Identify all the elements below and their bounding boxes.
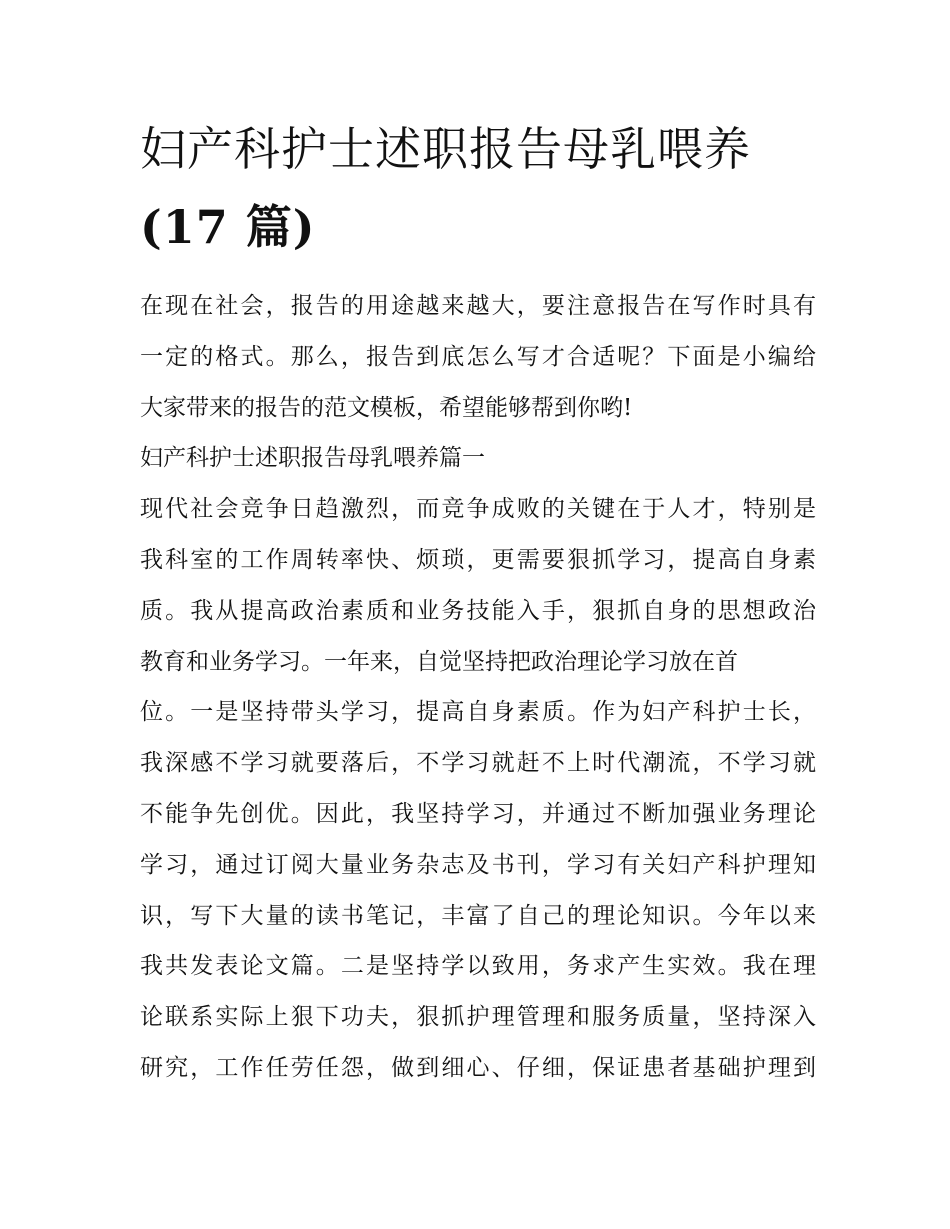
title-count: (17 篇) [140, 200, 316, 254]
paragraph-line: 我科室的工作周转率快、烦琐，更需要狠抓学习，提高自身素 [140, 546, 816, 573]
intro-line: 大家带来的报告的范文模板，希望能够帮到你哟! [140, 394, 633, 421]
intro-line: 一定的格式。那么，报告到底怎么写才合适呢？下面是小编给 [140, 343, 816, 370]
title-main: 妇产科护士述职报告母乳喂养 [140, 122, 751, 176]
paragraph-line: 论联系实际上狠下功夫，狠抓护理管理和服务质量，坚持深入 [140, 1004, 816, 1031]
paragraph-line: 学习，通过订阅大量业务杂志及书刊，学习有关妇产科护理知 [140, 851, 816, 878]
paragraph-line: 我共发表论文篇。二是坚持学以致用，务求产生实效。我在理 [140, 953, 816, 980]
paragraph-line: 不能争先创优。因此，我坚持学习，并通过不断加强业务理论 [140, 800, 816, 827]
paragraph-line: 识，写下大量的读书笔记，丰富了自己的理论知识。今年以来 [140, 902, 816, 929]
paragraph-line: 现代社会竞争日趋激烈，而竞争成败的关键在于人才，特别是 [140, 496, 816, 523]
paragraph-line: 教育和业务学习。一年来，自觉坚持把政治理论学习放在首 [140, 648, 738, 675]
document-title [140, 110, 820, 266]
paragraph-line: 质。我从提高政治素质和业务技能入手，狠抓自身的思想政治 [140, 597, 816, 624]
paragraph-line: 研究，工作任劳任怨，做到细心、仔细，保证患者基础护理到 [140, 1054, 816, 1081]
paragraph-line: 位。一是坚持带头学习，提高自身素质。作为妇产科护士长， [140, 699, 816, 726]
intro-line: 在现在社会，报告的用途越来越大，要注意报告在写作时具有 [140, 293, 816, 319]
paragraph-line: 我深感不学习就要落后，不学习就赶不上时代潮流，不学习就 [140, 750, 816, 777]
section-heading: 妇产科护士述职报告母乳喂养篇一 [140, 445, 485, 472]
document-body [140, 281, 816, 1094]
